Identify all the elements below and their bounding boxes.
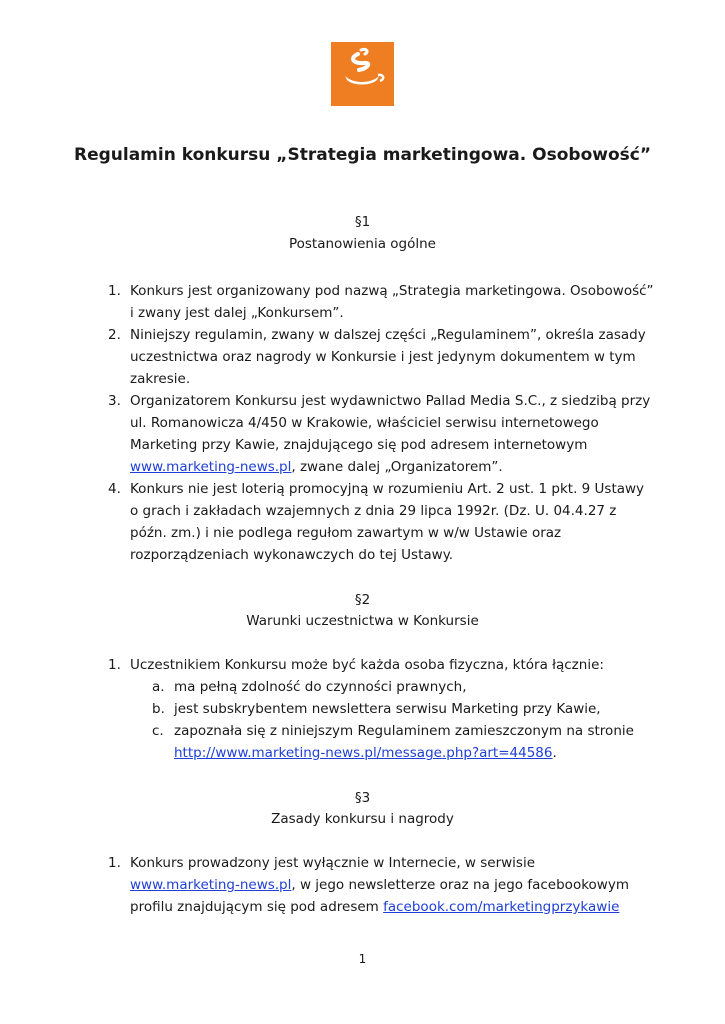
regulamin-message-link[interactable]: http://www.marketing-news.pl/message.php?art=44586 (174, 745, 553, 761)
sublist-letter: a. (152, 679, 165, 695)
list-item-text: o grach i zakładach wzajemnych z dnia 29 lipca 1992r. (Dz. U. 04.4.27 z (130, 503, 617, 519)
sublist-letter: b. (152, 701, 165, 717)
sublist-item-text: zapoznała się z niniejszym Regulaminem zamieszczonym na stronie (174, 723, 634, 739)
section-1-number: §1 (354, 214, 371, 230)
section-2-title: Warunki uczestnictwa w Konkursie (246, 613, 479, 629)
marketing-news-link[interactable]: www.marketing-news.pl (130, 877, 292, 893)
facebook-profile-link[interactable]: facebook.com/marketingprzykawie (383, 899, 620, 915)
list-item-text (130, 899, 619, 915)
coffee-cup-logo (331, 42, 394, 106)
list-item-text: uczestnictwa oraz nagrody w Konkursie i jest jedynym dokumentem w tym (130, 349, 636, 365)
list-item-text: i zwany jest dalej „Konkursem”. (130, 305, 344, 321)
list-item-text: Marketing przy Kawie, znajdującego się pod adresem internetowym (130, 437, 588, 453)
list-item-text: ul. Romanowicza 4/450 w Krakowie, właściciel serwisu internetowego (130, 415, 599, 431)
list-number: 3. (108, 393, 121, 409)
list-item-text: zakresie. (130, 371, 191, 387)
list-item-text: późn. zm.) i nie podlega regułom zawartym w w/w Ustawie oraz (130, 525, 562, 541)
list-item-text: Uczestnikiem Konkursu może być każda osoba fizyczna, która łącznie: (130, 657, 604, 673)
list-item-text (130, 877, 629, 893)
section-3-title: Zasady konkursu i nagrody (271, 811, 454, 827)
page-number: 1 (358, 952, 367, 966)
list-item-text-rest: , w jego newsletterze oraz na jego facebookowym (291, 877, 629, 893)
list-number: 2. (108, 327, 121, 343)
list-item-text (130, 459, 503, 475)
list-item-text-rest: , zwane dalej „Organizatorem”. (291, 459, 503, 475)
list-number: 4. (108, 481, 121, 497)
list-item-text: Konkurs jest organizowany pod nazwą „Strategia marketingowa. Osobowość” (130, 283, 654, 299)
list-item-text: Konkurs prowadzony jest wyłącznie w Internecie, w serwisie (130, 855, 536, 871)
sublist-item-text: ma pełną zdolność do czynności prawnych, (174, 679, 467, 695)
section-3-number: §3 (354, 790, 371, 806)
list-number: 1. (108, 283, 121, 299)
sublist-letter: c. (152, 723, 164, 739)
sublist-item-text-rest: . (552, 745, 557, 761)
list-item-text-rest: profilu znajdującym się pod adresem (130, 899, 384, 915)
marketing-news-link[interactable]: www.marketing-news.pl (130, 459, 292, 475)
list-item-text: Organizatorem Konkursu jest wydawnictwo Pallad Media S.C., z siedzibą przy (130, 393, 651, 409)
list-number: 1. (108, 657, 121, 673)
list-item-text: Konkurs nie jest loterią promocyjną w rozumieniu Art. 2 ust. 1 pkt. 9 Ustawy (130, 481, 645, 497)
list-item-text: rozporządzeniach wykonawczych do tej Ustawy. (130, 547, 454, 563)
sublist-item-text: jest subskrybentem newslettera serwisu Marketing przy Kawie, (174, 701, 601, 717)
coffee-cup-icon (331, 42, 394, 106)
section-2-number: §2 (354, 592, 371, 608)
list-number: 1. (108, 855, 121, 871)
list-item-text: Niniejszy regulamin, zwany w dalszej części „Regulaminem”, określa zasady (130, 327, 646, 343)
section-1-title: Postanowienia ogólne (288, 236, 436, 252)
document-title: Regulamin konkursu „Strategia marketingowa. Osobowość” (73, 145, 651, 165)
sublist-item-text (174, 745, 557, 761)
